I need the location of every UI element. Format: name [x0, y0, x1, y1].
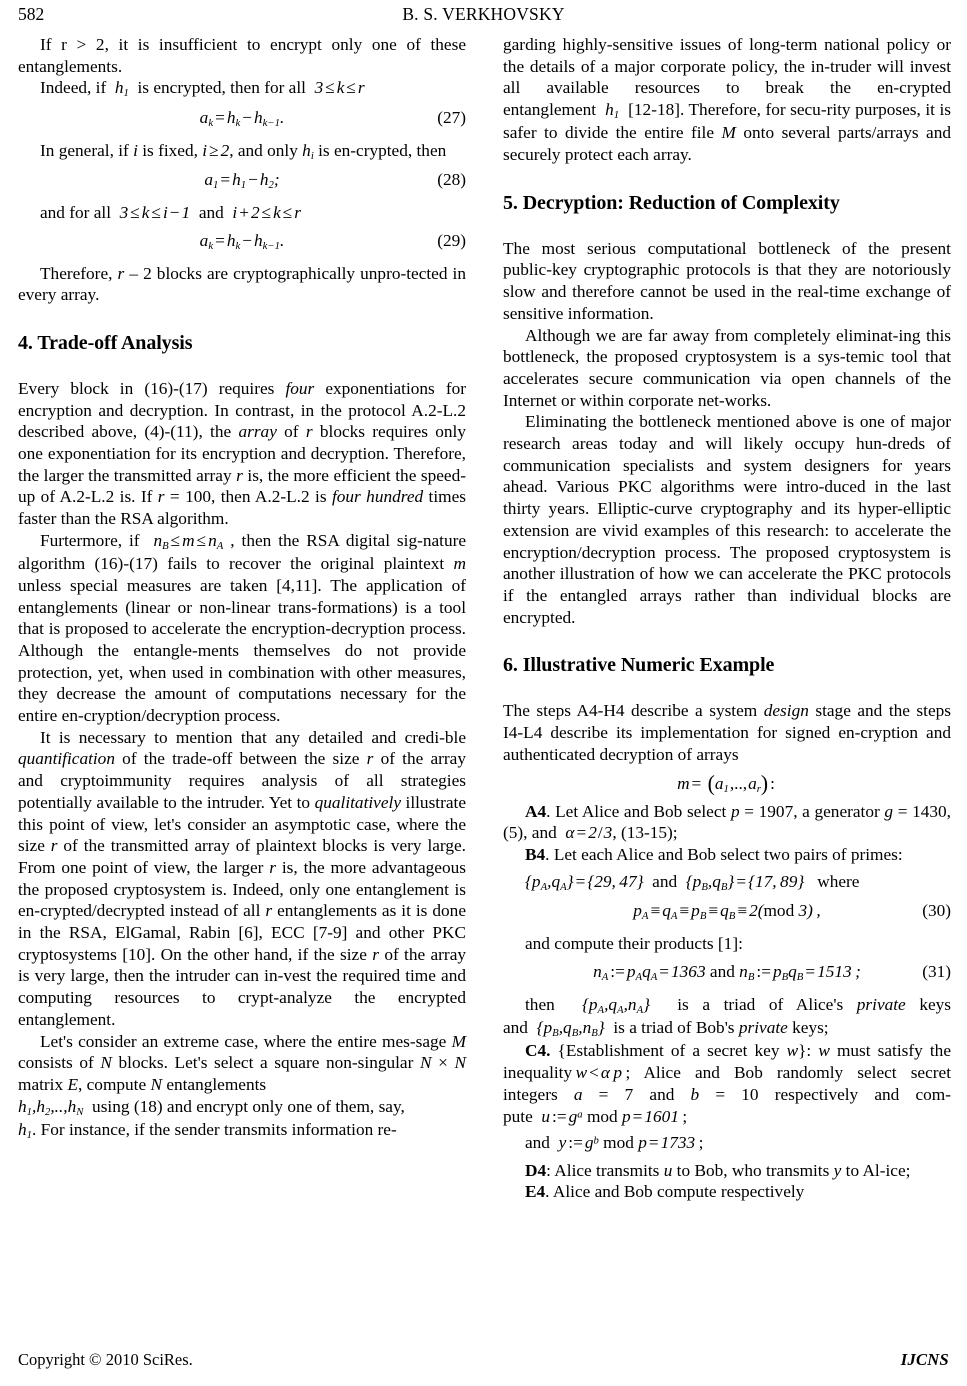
section-heading-6: 6. Illustrative Numeric Example [503, 654, 775, 677]
paragraph: Let's consider an extreme case, where the entire mes-sage M consists of N blocks. Let's select a square non-singular N × N matrix E, compute N entanglements [18, 1031, 467, 1094]
equation-body: $a_k = h_k - h_{k-1}$. [199, 230, 285, 252]
step-d4: D4: Alice transmits u to Bob, who transmits y to Al-ice; [525, 1160, 911, 1180]
inline-math: $\{p_A,q_A,n_A\}$ [581, 995, 651, 1016]
left-column [18, 34, 466, 1142]
paragraph: The most serious computational bottleneck of the present public-key cryptographic protocols is that they are notoriously slow and therefore cannot be used in the real-time exchange of sensitive information. [503, 238, 951, 323]
page-footer [18, 1350, 949, 1370]
paragraph: and for all 3 ≤ k ≤ i − 1 and i + 2 ≤ k ≤ r [40, 202, 302, 222]
equation-body: $a_1 = h_1 - h_2$; [204, 169, 280, 191]
equation-27 [18, 108, 466, 133]
inline-math: $n_B \le m \le n_A$ [153, 530, 224, 552]
paragraph: Indeed, if $h_1$ is encrypted, then for all 3 ≤ k ≤ r [40, 78, 365, 100]
step-b4: B4. Let each Alice and Bob select two pairs of primes: [525, 844, 903, 864]
paragraph-with-math: $h_1,h_2,..,h_N$ using (18) and encrypt only one of them, say, [18, 1096, 405, 1118]
step-c4-y: and y := $g^b$ mod p = 1733 ; [525, 1133, 704, 1153]
step-a4: A4. Let Alice and Bob select p = 1907, a generator g = 1430, (5), and α = 2/3, (13-15); [503, 801, 951, 843]
right-column [503, 34, 951, 1203]
copyright-notice: Copyright © 2010 SciRes. [18, 1350, 193, 1369]
equation-30 [503, 901, 951, 926]
equation-m-definition [503, 772, 951, 797]
equation-29 [18, 231, 466, 256]
equation-body: $m = (a_1,..,a_r)$ : [677, 771, 775, 796]
inline-math: $h_1,h_2,..,h_N$ [18, 1096, 84, 1118]
section-heading-4: 4. Trade-off Analysis [18, 331, 193, 354]
paragraph: In general, if i is fixed, i ≥ 2, and only $h_i$ is en-crypted, then [40, 140, 447, 162]
paragraph: Eliminating the bottleneck mentioned above is one of major research areas today and will likely occupy hun-dreds of communication specialists and system designers for years ahead. Various PKC algorithms were intro-duced in the last thirty years. Elliptic-curve cryptography and its hyper-elliptic extension are vivid examples of this research: to accelerate the encryption/decryption process. The proposed cryptosystem is another illustration of how we can accelerate the PKC protocols if the entangled arrays rather than individual blocks are encrypted. [503, 412, 951, 627]
inline-math: $h_1$ [605, 100, 620, 121]
private-keys-paragraph: then $\{p_A,q_A,n_A\}$ is a triad of Alice's private keys and $\{p_B,q_B,n_B\}$ is a triad of Bob's private keys; [503, 995, 952, 1040]
paragraph: Therefore, r – 2 blocks are cryptographically unpro-tected in every array. [18, 263, 466, 305]
inline-math: y := $g^b$ mod p = 1733 [558, 1133, 696, 1153]
equation-tag: (31) [922, 962, 951, 982]
equation-tag: (27) [437, 107, 466, 127]
journal-abbreviation: IJCNS [900, 1350, 949, 1369]
paragraph: Furtermore, if $n_B \le m \le n_A$ , then the RSA digital sig-nature algorithm (16)-(17) fails to recover the original plaintext m unless special measures are taken [4,11]. The application of entanglements (linear or non-linear trans-formations) is a tool that is proposed to accelerate the encryption-decryption process. Although the entangle-ments themselves do not provide protection, yet, when used in combination with other measures, they decrease the amount of computations necessary for the entire en-cryption/decryption process. [18, 530, 467, 726]
paragraph: If r > 2, it is insufficient to encrypt only one of these entanglements. [18, 35, 466, 76]
equation-body: $a_k = h_k - h_{k-1}$. [199, 107, 285, 129]
section-heading-5: 5. Decryption: Reduction of Complexity [503, 191, 840, 214]
inline-math: $\{p_A,q_A\} = \{29$, 47} [525, 871, 644, 893]
equation-tag: (28) [437, 169, 466, 189]
paragraph: Every block in (16)-(17) requires four exponentiations for encryption and decryption. In contrast, in the protocol A.2-L.2 described above, (4)-(11), the array of r blocks requires only one exponentiation for its encryption and decryption. Therefore, the larger the transmitted array r is, the more efficient the speed-up of A.2-L.2 is. If r = 100, then A.2-L.2 is four hundred times faster than the RSA algorithm. [18, 378, 467, 529]
running-title: B. S. VERKHOVSKY [402, 4, 565, 24]
products-lead: and compute their products [1]: [525, 934, 743, 954]
inline-math: α = 2/3 [565, 823, 613, 843]
equation-31 [503, 962, 951, 987]
step-e4: E4. Alice and Bob compute respectively [525, 1182, 805, 1202]
equation-tag: (29) [437, 230, 466, 250]
inline-math: $\{p_B,q_B,n_B\}$ [536, 1018, 605, 1040]
inline-math: $h_1$ [18, 1119, 32, 1141]
paragraph: It is necessary to mention that any detailed and credi-ble quantification of the trade-off between the size r of the array and cryptoimmunity requires analysis of all strategies potentially available to the intruder. Yet to qualitatively illustrate this point of view, let's consider an asymptotic case, where the size r of the transmitted array of plaintext blocks is very large. From one point of view, the larger r is, the more advantageous the proposed cryptosystem is. Indeed, only one entanglement is en-crypted/decrypted instead of all r entanglements as it is done in the RSA, ElGamal, Rabin [6], ECC [7-9] and other PKC cryptosystems [10]. On the other hand, if the size r of the array is very large, then the intruder can in-vest the required time and computing resources to crypt-analyze the encrypted entanglement. [18, 727, 467, 1029]
equation-tag: (30) [922, 901, 951, 921]
step-c4: C4. {Establishment of a secret key w}: w must satisfy the inequality w < α p ; Alice and Bob randomly select secret integers a = 7 and b = 10 respectively and com-pute u := $g^a$ mod p = 1601 ; [503, 1041, 951, 1126]
paragraph: garding highly-sensitive issues of long-term national policy or the details of a major corporate policy, the in-truder will invest all available resources to break the en-crypted entanglement $h_1$ [12-18]. Therefore, for secu-rity purposes, it is safer to divide the entire file M onto several parts/arrays and securely protect each array. [503, 35, 952, 165]
paragraph-with-math: $h_1$. For instance, if the sender transmits information re- [18, 1119, 397, 1141]
running-head [18, 0, 949, 34]
inline-math: w < α p [575, 1063, 623, 1083]
inline-math: 3 ≤ k ≤ r [314, 78, 365, 98]
equation-body: $p_A \equiv q_A \equiv p_B \equiv q_B \equiv 2(mod$ 3) , [633, 901, 821, 923]
equation-body: $n_A$ := $p_Aq_A = 1363$ and $n_B$ := $p_Bq_B = 1513$ ; [593, 962, 861, 983]
equation-28 [18, 170, 466, 195]
inline-math: u := $g^a$ mod p = 1601 [541, 1106, 679, 1126]
inline-math: $h_1$ [114, 78, 129, 100]
paragraph: Although we are far away from completely eliminat-ing this bottleneck, the proposed cryptosystem is a sys-temic tool that accelerates secure communication via open channels of the Internet or within corporate net-works. [503, 325, 951, 410]
step-b4-primes: $\{p_A,q_A\} = \{29$, 47} and $\{p_B,q_B\} = \{17$, 89} where [525, 871, 860, 893]
page-number: 582 [18, 4, 45, 24]
two-column-body [18, 34, 952, 1203]
paragraph: The steps A4-H4 describe a system design stage and the steps I4-L4 describe its implementation for signed en-cryption and authenticated decryption of arrays [503, 701, 951, 764]
inline-math: $\{p_B,q_B\} = \{17$, 89} [685, 871, 805, 893]
